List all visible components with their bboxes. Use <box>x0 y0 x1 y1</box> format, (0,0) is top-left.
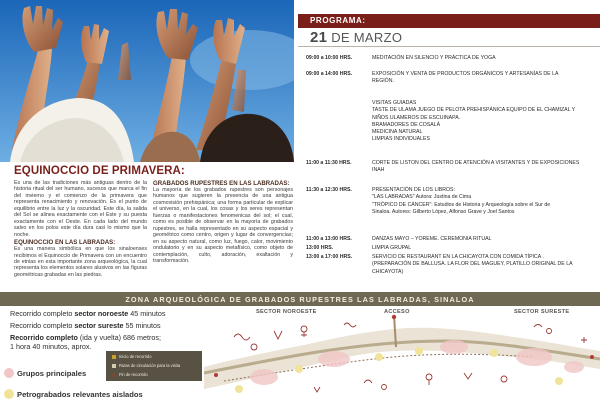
event-line: "LAS LABRADAS" Autora: Justina de Cima <box>372 194 472 201</box>
event-line: DANZAS MAYO – YOREME. CEREMONIA RITUAL <box>372 236 492 242</box>
route-bold: Recorrido completo <box>10 333 78 342</box>
event-line: TASTE DE ULAMA JUEGO DE PELOTA PREHISPÁNICA EQUIPO DE EL CHAMIZAL Y <box>372 107 576 114</box>
equinox-labradas-heading: EQUINOCCIO EN LAS LABRADAS: <box>14 239 116 247</box>
route-bold: sector sureste <box>74 321 124 330</box>
event-line: SERVICIO DE RESTAURANT EN LA CHICAYOTA CON COMIDA TÍPICA . <box>372 254 544 260</box>
event-description <box>372 254 594 276</box>
event-line: MEDICINA NATURAL <box>372 129 423 136</box>
route-bold: sector noroeste <box>74 309 129 318</box>
program-banner <box>298 14 600 28</box>
key-grupos <box>4 368 86 378</box>
event-description <box>372 236 594 243</box>
event-time: 09:00 a 14:00 HRS. <box>306 71 353 77</box>
map-label-sureste: SECTOR SURESTE <box>514 309 570 315</box>
event-description <box>372 245 594 252</box>
program-divider <box>298 46 600 47</box>
equinox-photo <box>0 0 294 162</box>
site-map <box>204 307 600 404</box>
event-line: BRAMADORES DE COSALÁ <box>372 121 441 128</box>
event-time: 11:00 a 11:30 HRS. <box>306 160 352 166</box>
legend-label: Rutas de circulación para la visita <box>119 363 180 368</box>
event-time: 11:00 a 13:00 HRS. <box>306 236 352 242</box>
event-line: LIMPIA GRUPAL <box>372 245 412 251</box>
event-line: CHICAYOTA) <box>372 268 404 275</box>
intro-paragraph: Es una de las tradiciones más antiguas dentro de la historia ritual del ser humano, sucesos que marca el fin del invierno y el comienzo de la primavera que representa renacimiento y renovación. Es el punto de equilibrio entre la luz y la oscuridad. Este día, la salida del Sol se alinea exactamente con el Este y su puesta exactamente con el Oeste. En cada lado del mundo salvo en los polos este día dura casi lo mismo que la noche. <box>14 180 147 238</box>
event-line: MEDITACIÓN EN SILENCIO Y PRÁCTICA DE YOGA <box>372 55 496 61</box>
map-label-acceso: ACCESO <box>384 309 410 315</box>
event-description <box>372 160 594 175</box>
map-legend <box>106 351 202 381</box>
event-line: (PREPARACIÓN DE BALLUSA. LA FLOR DEL MAGUEY, PLATILLO ORIGINAL DE LA <box>372 261 573 268</box>
map-label-noroeste: SECTOR NOROESTE <box>256 309 317 315</box>
pink-dot-icon <box>4 368 14 378</box>
intro-column <box>14 180 147 278</box>
event-description <box>372 55 594 62</box>
legend-route-swatch <box>112 364 116 368</box>
legend-label: Inicio de recorrido <box>119 354 152 359</box>
legend-item <box>112 372 148 377</box>
route-noroeste <box>10 309 165 318</box>
event-time: 13:00 HRS. <box>306 245 334 251</box>
legend-end-swatch <box>112 373 116 377</box>
event-line: VISITAS GUIADAS <box>372 100 417 106</box>
legend-start-swatch <box>112 355 116 359</box>
event-line: CORTE DE LISTON DEL CENTRO DE ATENCIÓN A VISITANTES Y DE EXPOSICIONES <box>372 160 580 166</box>
program-month: DE MARZO <box>331 30 403 45</box>
yellow-dot-icon <box>4 389 14 399</box>
event-description <box>372 71 594 86</box>
event-line: Sinaloa. Autores: Gilberto López, Alfonso Grave y Joel Santos <box>372 208 515 215</box>
legend-item <box>112 363 180 368</box>
rupestres-paragraph: La mayoría de los grabados rupestres son personajes humanos que sugieren la presencia de una antigua cosmovisión prehispánica; una forma particular de explicar el universo, en la cual, los cosas y los seres representan fuerzas o manifestaciones fenomenicas del sol; el cual, como es posible de observar en la mayoría de grabados rupestres, se halla representado en su aspecto espacial y geométrico como centro, origen y lugar de convergencias; en su aspecto natural, como luz, fuego, calor, movimiento ondulatorio y en su aspecto metafísico, como objeto de contemplación, culto, adoración, exaltación y transformación. <box>153 187 293 264</box>
key-label: Petrograbados relevantes aislados <box>17 390 143 399</box>
event-line: REGIÓN. <box>372 78 394 85</box>
event-description <box>372 187 594 216</box>
equinox-title: EQUINOCCIO DE PRIMAVERA: <box>14 165 185 177</box>
route-suffix: 55 minutos <box>123 321 161 330</box>
event-line: INAH <box>372 167 385 174</box>
route-suffix: (ida y vuelta) 686 metros; <box>77 333 161 342</box>
key-label: Grupos principales <box>17 369 87 378</box>
event-line: PRESENTACIÓN DE LOS LIBROS: <box>372 187 455 193</box>
route-sureste <box>10 321 161 330</box>
legend-label: Fin de recorrido <box>119 372 148 377</box>
route-duration <box>10 342 92 351</box>
program-day: 21 <box>310 29 328 46</box>
rupestres-heading: GRABADOS RUPESTRES EN LAS LABRADAS: <box>153 180 290 187</box>
route-prefix: Recorrido completo <box>10 321 75 330</box>
route-suffix: 45 minutos <box>128 309 166 318</box>
program-date <box>310 29 402 46</box>
legend-item <box>112 354 152 359</box>
zone-banner-label: ZONA ARQUEOLÓGICA DE GRABADOS RUPESTRES LAS LABRADAS, SINALOA <box>125 295 475 304</box>
rupestres-column <box>153 180 293 264</box>
event-line: NIÑOS ULAMEROS DE ESCUINAPA. <box>372 114 461 121</box>
route-total <box>10 333 161 342</box>
program-banner-label: PROGRAMA: <box>310 16 366 25</box>
key-petrograbados <box>4 389 143 399</box>
event-line: EXPOSICIÓN Y VENTA DE PRODUCTOS ORGÁNICOS Y ARTESANÍAS DE LA <box>372 71 559 77</box>
event-line: LIMPIAS INDIVIDUALES <box>372 136 430 143</box>
zone-banner <box>0 292 600 306</box>
event-time: 11:30 a 12:30 HRS. <box>306 187 352 193</box>
event-time: 09:00 a 10:00 HRS. <box>306 55 353 61</box>
event-time: 13:00 a 17:00 HRS. <box>306 254 353 260</box>
event-line: "TRÓPICO DE CÁNCER": Estudios de Historia y Arqueología sobre el Sur de <box>372 201 551 208</box>
route-suffix: 1 hora 40 minutos, aprox. <box>10 342 92 351</box>
route-prefix: Recorrido completo <box>10 309 75 318</box>
equinox-labradas-paragraph: Es una manera simbólica en que los sinaloenses recibimos el Equinoccio de Primavera con un encuentro de etnias en esta importante zona arqueológica, la cual representa los elementos solares alusivos en las figuras geométricas grabadas en las piedras. <box>14 246 147 278</box>
event-description <box>372 100 594 144</box>
